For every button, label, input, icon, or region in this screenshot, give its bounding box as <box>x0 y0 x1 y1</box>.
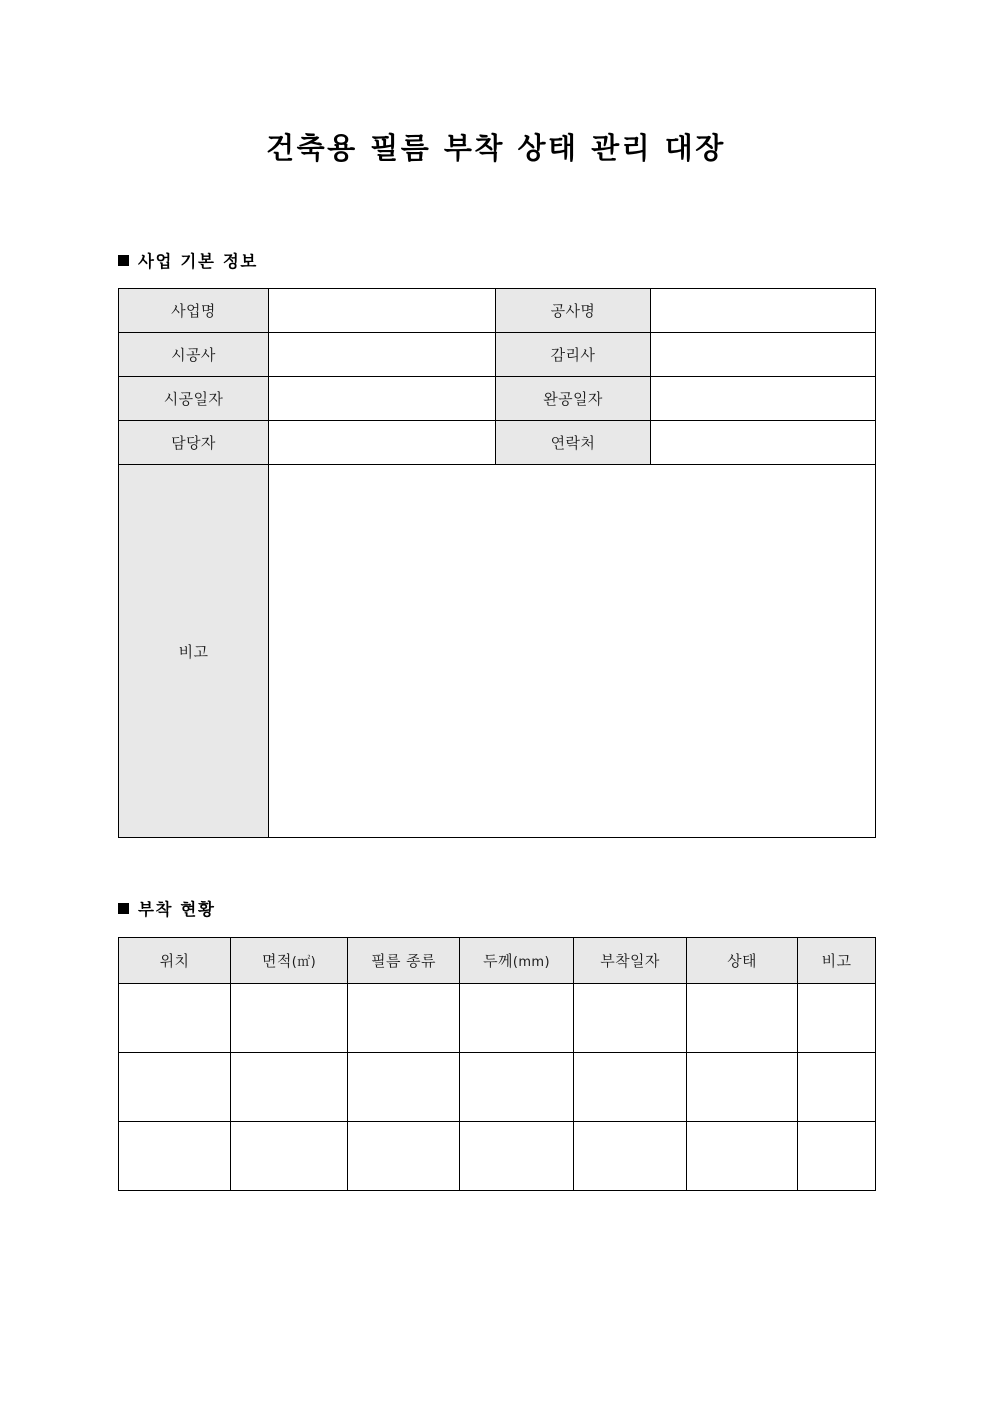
column-header-film-type-label: 필름 종류 <box>371 952 436 970</box>
cell-thickness[interactable] <box>460 1053 574 1122</box>
cell-location[interactable] <box>119 1053 231 1122</box>
cell-area[interactable] <box>231 984 348 1053</box>
column-header-film-type <box>348 938 460 984</box>
cell-area[interactable] <box>231 1122 348 1191</box>
table-row <box>119 289 876 333</box>
basic-info-table <box>118 288 876 838</box>
section-heading-basic-info-label: 사업 기본 정보 <box>138 252 258 271</box>
field-label-contact: 연락처 <box>496 421 651 465</box>
cell-thickness[interactable] <box>460 984 574 1053</box>
column-header-attach-date <box>574 938 687 984</box>
square-bullet-icon <box>118 255 129 266</box>
column-header-area-unit: (㎡) <box>291 955 317 970</box>
cell-condition[interactable] <box>687 984 798 1053</box>
field-value-remark[interactable] <box>269 465 876 838</box>
cell-remark[interactable] <box>798 1122 876 1191</box>
section-heading-attach-status-label: 부착 현황 <box>138 900 216 919</box>
field-value-supervisor[interactable] <box>651 333 876 377</box>
column-header-condition-label: 상태 <box>727 952 757 970</box>
table-row <box>119 377 876 421</box>
field-value-construction-name[interactable] <box>651 289 876 333</box>
field-value-contractor[interactable] <box>269 333 496 377</box>
field-label-start-date: 시공일자 <box>119 377 269 421</box>
square-bullet-icon <box>118 903 129 914</box>
column-header-thickness-label: 두께 <box>483 952 513 970</box>
cell-condition[interactable] <box>687 1122 798 1191</box>
cell-film-type[interactable] <box>348 1122 460 1191</box>
cell-film-type[interactable] <box>348 984 460 1053</box>
section-heading-attach-status <box>118 900 216 920</box>
table-row <box>119 1122 876 1191</box>
cell-attach-date[interactable] <box>574 1053 687 1122</box>
column-header-area-label: 면적 <box>261 952 292 970</box>
page-title: 건축용 필름 부착 상태 관리 대장 <box>266 131 726 165</box>
field-label-remark: 비고 <box>119 465 269 838</box>
table-row <box>119 984 876 1053</box>
column-header-condition <box>687 938 798 984</box>
field-label-completion-date: 완공일자 <box>496 377 651 421</box>
cell-film-type[interactable] <box>348 1053 460 1122</box>
field-value-manager[interactable] <box>269 421 496 465</box>
cell-location[interactable] <box>119 984 231 1053</box>
column-header-attach-date-label: 부착일자 <box>600 952 660 970</box>
field-value-contact[interactable] <box>651 421 876 465</box>
table-header-row <box>119 938 876 984</box>
field-value-start-date[interactable] <box>269 377 496 421</box>
field-label-project-name: 사업명 <box>119 289 269 333</box>
table-row <box>119 333 876 377</box>
column-header-remark-label: 비고 <box>821 952 852 970</box>
column-header-remark <box>798 938 876 984</box>
cell-location[interactable] <box>119 1122 231 1191</box>
column-header-thickness <box>460 938 574 984</box>
cell-attach-date[interactable] <box>574 1122 687 1191</box>
cell-condition[interactable] <box>687 1053 798 1122</box>
field-value-project-name[interactable] <box>269 289 496 333</box>
table-row-remark <box>119 465 876 838</box>
cell-thickness[interactable] <box>460 1122 574 1191</box>
attach-status-table <box>118 937 876 1191</box>
field-label-contractor: 시공사 <box>119 333 269 377</box>
column-header-thickness-unit: (mm) <box>512 955 550 970</box>
field-label-supervisor: 감리사 <box>496 333 651 377</box>
section-heading-basic-info <box>118 252 258 272</box>
table-row <box>119 1053 876 1122</box>
column-header-area <box>231 938 348 984</box>
column-header-location-label: 위치 <box>159 952 190 970</box>
column-header-location <box>119 938 231 984</box>
field-label-manager: 담당자 <box>119 421 269 465</box>
cell-remark[interactable] <box>798 984 876 1053</box>
cell-area[interactable] <box>231 1053 348 1122</box>
cell-remark[interactable] <box>798 1053 876 1122</box>
field-value-completion-date[interactable] <box>651 377 876 421</box>
table-row <box>119 421 876 465</box>
field-label-construction-name: 공사명 <box>496 289 651 333</box>
cell-attach-date[interactable] <box>574 984 687 1053</box>
